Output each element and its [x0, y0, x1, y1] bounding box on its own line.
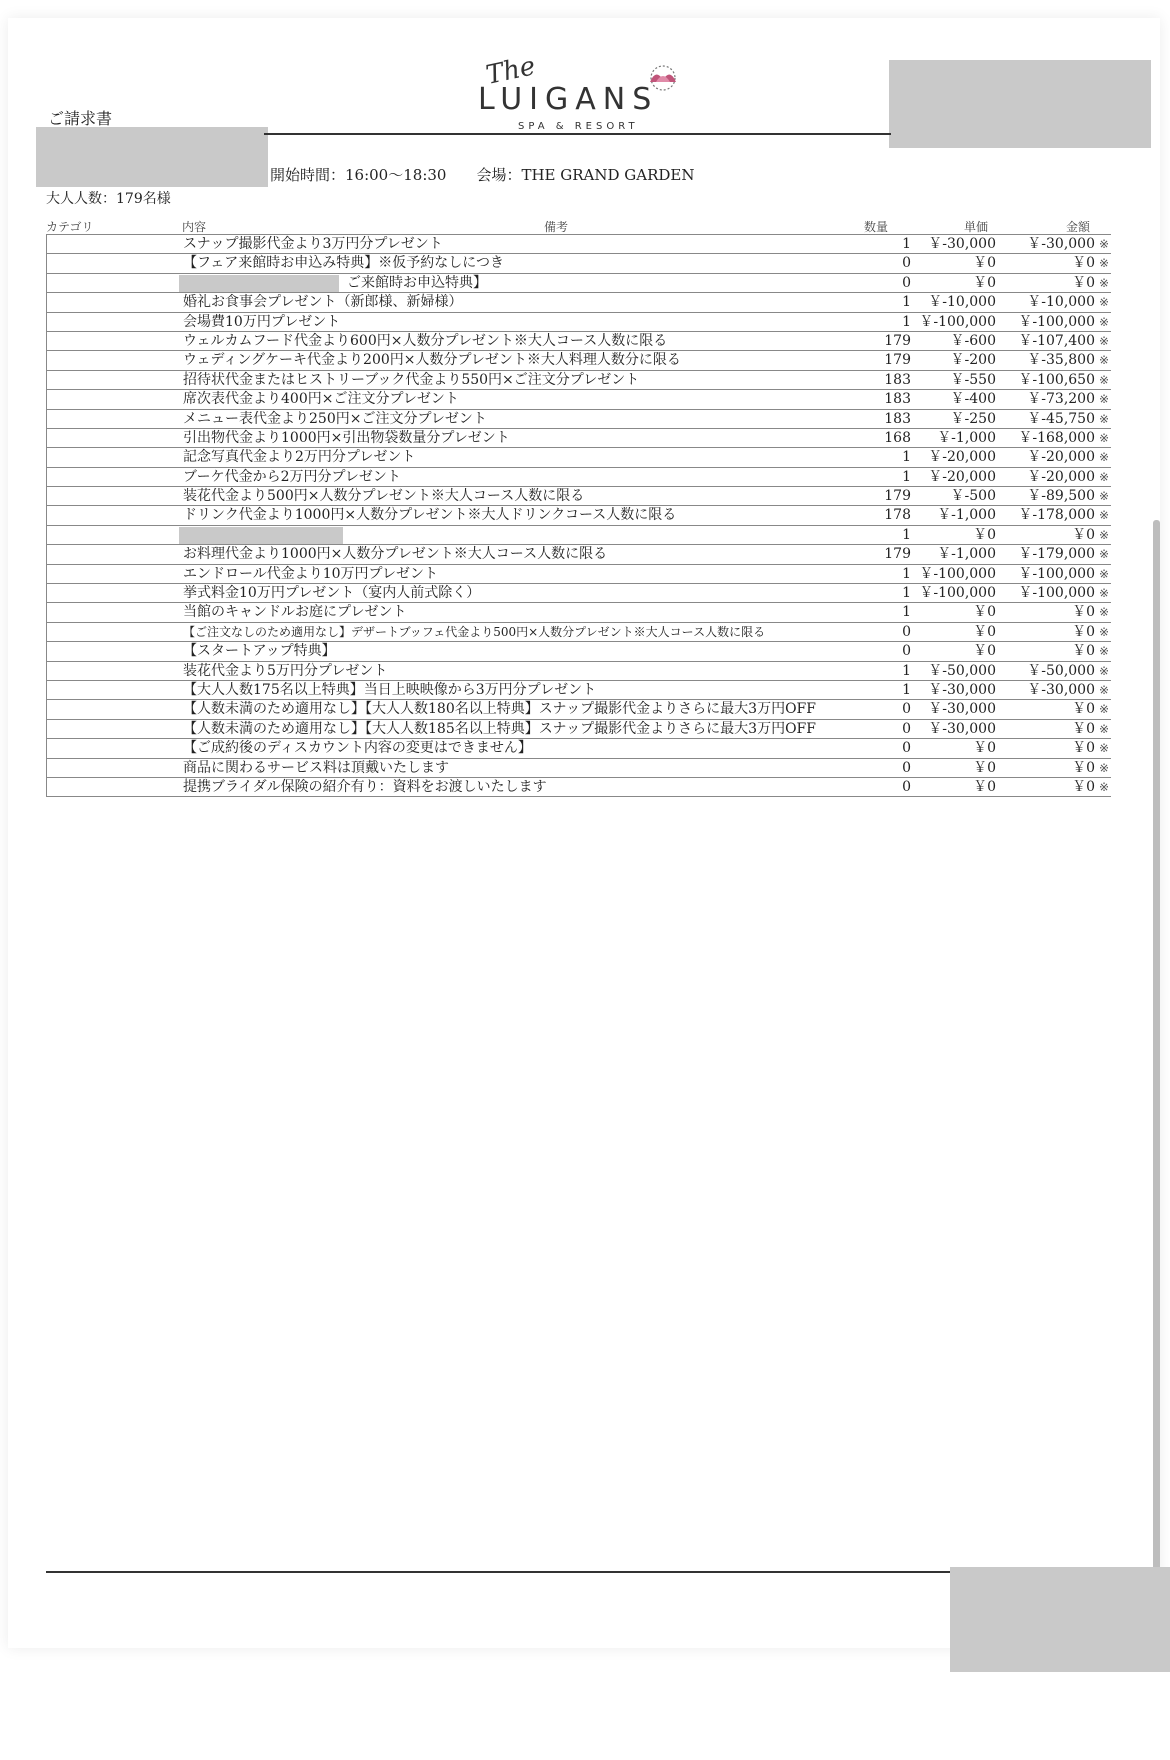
table-row — [46, 468, 1111, 487]
row-content: メニュー表代金より250円×ご注文分プレゼント — [183, 410, 487, 427]
column-header-unit-price: 単価 — [964, 220, 989, 234]
row-qty: 0 — [902, 778, 911, 795]
row-note-mark: ※ — [1098, 644, 1110, 659]
row-amount: ￥-100,650 — [1018, 371, 1095, 388]
table-row — [46, 603, 1111, 622]
row-qty: 1 — [902, 449, 911, 466]
row-unit-price: ￥0 — [973, 604, 996, 621]
row-content: 装花代金より5万円分プレゼント — [183, 662, 388, 679]
row-content: エンドロール代金より10万円プレゼント — [183, 565, 438, 582]
row-unit-price: ￥0 — [973, 623, 996, 640]
row-content: 【大人人数175名以上特典】当日上映映像から3万円分プレゼント — [183, 681, 597, 698]
row-content: 挙式料金10万円プレゼント（宴内人前式除く） — [183, 585, 481, 602]
row-unit-price: ￥0 — [973, 526, 996, 543]
row-amount: ￥0 — [1072, 526, 1095, 543]
row-qty: 0 — [902, 274, 911, 291]
table-row — [46, 487, 1111, 506]
logo-name: LUIGANS — [478, 82, 659, 117]
header-rule — [264, 133, 891, 135]
row-amount: ￥-73,200 — [1027, 391, 1095, 408]
row-unit-price: ￥-250 — [950, 410, 996, 427]
row-amount: ￥0 — [1072, 740, 1095, 757]
row-note-mark: ※ — [1098, 586, 1110, 601]
table-row — [46, 778, 1111, 797]
row-note-mark: ※ — [1098, 779, 1110, 794]
row-amount: ￥-178,000 — [1018, 507, 1095, 524]
table-row — [46, 371, 1111, 390]
redacted-block-top-right — [889, 60, 1151, 148]
row-unit-price: ￥-10,000 — [928, 294, 996, 311]
row-amount: ￥-100,000 — [1018, 585, 1095, 602]
row-qty: 1 — [902, 604, 911, 621]
row-content: ご来館時お申込特典】 — [347, 274, 487, 291]
row-unit-price: ￥-200 — [950, 352, 996, 369]
logo-script-text: The — [483, 51, 539, 91]
row-amount: ￥0 — [1072, 643, 1095, 660]
row-amount: ￥-30,000 — [1027, 681, 1095, 698]
column-header-note: 備考 — [544, 220, 569, 234]
row-amount: ￥0 — [1072, 274, 1095, 291]
row-unit-price: ￥-30,000 — [928, 720, 996, 737]
table-row — [46, 662, 1111, 681]
row-content: ドリンク代金より1000円×人数分プレゼント※大人ドリンクコース人数に限る — [183, 507, 677, 524]
row-unit-price: ￥-30,000 — [928, 681, 996, 698]
table-row — [46, 235, 1111, 254]
row-qty: 0 — [902, 623, 911, 640]
row-note-mark: ※ — [1098, 527, 1110, 542]
table-row — [46, 293, 1111, 312]
row-qty: 1 — [902, 313, 911, 330]
row-qty: 1 — [902, 565, 911, 582]
row-qty: 1 — [902, 236, 911, 252]
row-content: 【人数未満のため適用なし】【大人人数185名以上特典】スナップ撮影代金よりさらに最大3万円OFF — [183, 720, 816, 737]
row-content: 装花代金より500円×人数分プレゼント※大人コース人数に限る — [183, 488, 585, 505]
row-content: ウェディングケーキ代金より200円×人数分プレゼント※大人料理人数分に限る — [183, 352, 681, 369]
row-qty: 0 — [902, 759, 911, 776]
table-row — [46, 700, 1111, 719]
row-qty: 1 — [902, 585, 911, 602]
row-content: 引出物代金より1000円×引出物袋数量分プレゼント — [183, 429, 510, 446]
row-qty: 179 — [884, 352, 911, 369]
table-row — [46, 254, 1111, 273]
row-qty: 1 — [902, 681, 911, 698]
row-qty: 183 — [884, 410, 911, 427]
row-note-mark: ※ — [1098, 721, 1110, 736]
row-note-mark: ※ — [1098, 333, 1110, 348]
row-content: 【人数未満のため適用なし】【大人人数180名以上特典】スナップ撮影代金よりさらに最大3万円OFF — [183, 701, 816, 718]
table-row — [46, 739, 1111, 758]
table-row — [46, 351, 1111, 370]
row-content: 【フェア来館時お申込み特典】※仮予約なしにつき — [183, 255, 505, 272]
row-unit-price: ￥-30,000 — [928, 701, 996, 718]
row-unit-price: ￥-500 — [950, 488, 996, 505]
row-amount: ￥0 — [1072, 255, 1095, 272]
table-row — [46, 410, 1111, 429]
row-unit-price: ￥-100,000 — [919, 565, 996, 582]
row-qty: 0 — [902, 740, 911, 757]
table-row — [46, 623, 1111, 642]
row-amount: ￥-100,000 — [1018, 565, 1095, 582]
row-content: 会場費10万円プレゼント — [183, 313, 341, 330]
column-header-qty: 数量 — [864, 220, 889, 234]
row-unit-price: ￥0 — [973, 778, 996, 795]
redacted-block-bottom-right — [950, 1567, 1170, 1672]
table-row — [46, 448, 1111, 467]
row-unit-price: ￥0 — [973, 643, 996, 660]
row-amount: ￥-20,000 — [1027, 468, 1095, 485]
row-qty: 1 — [902, 662, 911, 679]
row-note-mark: ※ — [1098, 450, 1110, 465]
row-qty: 1 — [902, 294, 911, 311]
row-note-mark: ※ — [1098, 760, 1110, 775]
row-qty: 0 — [902, 720, 911, 737]
row-amount: ￥0 — [1072, 701, 1095, 718]
row-note-mark: ※ — [1098, 237, 1110, 251]
row-content: 記念写真代金より2万円分プレゼント — [183, 449, 416, 466]
row-note-mark: ※ — [1098, 275, 1110, 290]
row-content: 席次表代金より400円×ご注文分プレゼント — [183, 391, 459, 408]
row-content: 提携ブライダル保険の紹介有り：資料をお渡しいたします — [183, 778, 547, 795]
row-note-mark: ※ — [1098, 508, 1110, 523]
row-qty: 168 — [884, 429, 911, 446]
row-note-mark: ※ — [1098, 314, 1110, 329]
table-row — [46, 720, 1111, 739]
table-row — [46, 565, 1111, 584]
table-row — [46, 506, 1111, 525]
column-header-amount: 金額 — [1066, 220, 1091, 234]
row-unit-price: ￥-1,000 — [937, 546, 996, 563]
row-qty: 0 — [902, 643, 911, 660]
row-content: 招待状代金またはヒストリーブック代金より550円×ご注文分プレゼント — [183, 371, 640, 388]
table-row — [46, 274, 1111, 293]
table-row — [46, 681, 1111, 700]
row-content: 商品に関わるサービス料は頂戴いたします — [183, 759, 449, 776]
row-qty: 178 — [884, 507, 911, 524]
row-content: 婚礼お食事会プレゼント（新郎様、新婦様） — [183, 294, 463, 311]
row-amount: ￥-20,000 — [1027, 449, 1095, 466]
row-note-mark: ※ — [1098, 353, 1110, 368]
row-amount: ￥-30,000 — [1027, 236, 1095, 252]
row-content: ブーケ代金から2万円分プレゼント — [183, 468, 401, 485]
adult-count: 大人人数：179名様 — [46, 191, 171, 207]
row-note-mark: ※ — [1098, 663, 1110, 678]
document-title: ご請求書 — [48, 109, 113, 128]
row-note-mark: ※ — [1098, 295, 1110, 310]
row-note-mark: ※ — [1098, 566, 1110, 581]
row-amount: ￥-50,000 — [1027, 662, 1095, 679]
row-unit-price: ￥-400 — [950, 391, 996, 408]
table-row — [46, 545, 1111, 564]
row-amount: ￥-35,800 — [1027, 352, 1095, 369]
redacted-block-customer-name — [36, 127, 268, 187]
lotus-icon — [640, 62, 686, 92]
row-amount: ￥0 — [1072, 623, 1095, 640]
column-header-category: カテゴリ — [46, 220, 94, 234]
row-qty: 179 — [884, 546, 911, 563]
row-note-mark: ※ — [1098, 605, 1110, 620]
row-content: お料理代金より1000円×人数分プレゼント※大人コース人数に限る — [183, 546, 608, 563]
vertical-scrollbar[interactable] — [1153, 520, 1160, 1570]
row-content: スナップ撮影代金より3万円分プレゼント — [183, 236, 443, 252]
row-unit-price: ￥-600 — [950, 332, 996, 349]
row-note-mark: ※ — [1098, 489, 1110, 504]
redacted-cell — [179, 275, 339, 292]
row-amount: ￥0 — [1072, 604, 1095, 621]
row-amount: ￥-100,000 — [1018, 313, 1095, 330]
row-amount: ￥-89,500 — [1027, 488, 1095, 505]
redacted-cell — [179, 527, 343, 544]
row-amount: ￥-10,000 — [1027, 294, 1095, 311]
row-unit-price: ￥-100,000 — [919, 585, 996, 602]
row-note-mark: ※ — [1098, 741, 1110, 756]
table-row — [46, 584, 1111, 603]
row-note-mark: ※ — [1098, 256, 1110, 271]
row-note-mark: ※ — [1098, 624, 1110, 639]
row-qty: 183 — [884, 391, 911, 408]
row-content: ウェルカムフード代金より600円×人数分プレゼント※大人コース人数に限る — [183, 332, 668, 349]
row-qty: 0 — [902, 255, 911, 272]
event-info: 開始時間：16:00～18:30 会場：THE GRAND GARDEN — [270, 166, 695, 184]
row-qty: 183 — [884, 371, 911, 388]
row-qty: 1 — [902, 468, 911, 485]
row-amount: ￥-45,750 — [1027, 410, 1095, 427]
row-qty: 0 — [902, 701, 911, 718]
row-amount: ￥0 — [1072, 759, 1095, 776]
table-row — [46, 313, 1111, 332]
line-items-table — [46, 234, 1111, 797]
logo-tagline: SPA & RESORT — [518, 121, 639, 132]
row-unit-price: ￥-100,000 — [919, 313, 996, 330]
row-unit-price: ￥0 — [973, 759, 996, 776]
row-unit-price: ￥0 — [973, 255, 996, 272]
row-unit-price: ￥-1,000 — [937, 507, 996, 524]
row-amount: ￥0 — [1072, 720, 1095, 737]
table-row — [46, 332, 1111, 351]
row-note-mark: ※ — [1098, 392, 1110, 407]
table-row — [46, 390, 1111, 409]
table-row — [46, 526, 1111, 545]
row-amount: ￥-168,000 — [1018, 429, 1095, 446]
row-note-mark: ※ — [1098, 430, 1110, 445]
row-unit-price: ￥0 — [973, 740, 996, 757]
table-row — [46, 759, 1111, 778]
row-unit-price: ￥-20,000 — [928, 468, 996, 485]
row-amount: ￥0 — [1072, 778, 1095, 795]
row-content: 【ご成約後のディスカウント内容の変更はできません】 — [183, 740, 532, 757]
row-qty: 179 — [884, 332, 911, 349]
row-note-mark: ※ — [1098, 702, 1110, 717]
row-content: 【ご注文なしのため適用なし】デザートブッフェ代金より500円×人数分プレゼント※大人コース人数に限る — [183, 624, 766, 639]
column-header-content: 内容 — [182, 220, 207, 234]
row-amount: ￥-179,000 — [1018, 546, 1095, 563]
row-unit-price: ￥-550 — [950, 371, 996, 388]
row-note-mark: ※ — [1098, 547, 1110, 562]
footer-rule — [46, 1571, 950, 1573]
table-row — [46, 429, 1111, 448]
row-unit-price: ￥-20,000 — [928, 449, 996, 466]
row-content: 当館のキャンドルお庭にプレゼント — [183, 604, 407, 621]
row-unit-price: ￥0 — [973, 274, 996, 291]
row-amount: ￥-107,400 — [1018, 332, 1095, 349]
row-note-mark: ※ — [1098, 411, 1110, 426]
row-qty: 1 — [902, 526, 911, 543]
row-content: 【スタートアップ特典】 — [183, 643, 336, 660]
luigans-logo — [474, 52, 694, 132]
table-row — [46, 642, 1111, 661]
row-unit-price: ￥-1,000 — [937, 429, 996, 446]
row-qty: 179 — [884, 488, 911, 505]
row-unit-price: ￥-30,000 — [928, 236, 996, 252]
row-note-mark: ※ — [1098, 682, 1110, 697]
row-unit-price: ￥-50,000 — [928, 662, 996, 679]
row-note-mark: ※ — [1098, 469, 1110, 484]
row-note-mark: ※ — [1098, 372, 1110, 387]
